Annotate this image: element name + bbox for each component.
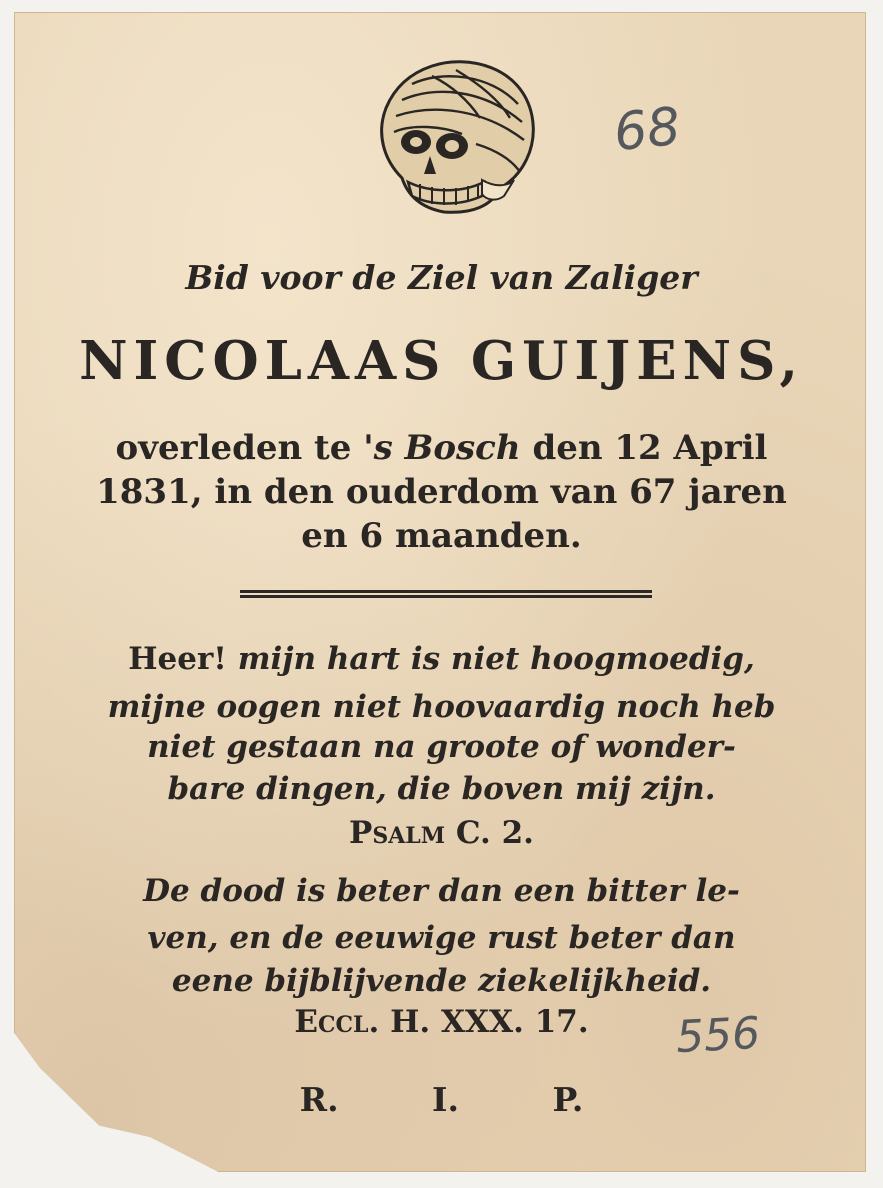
verse1-lead: Heer! xyxy=(128,641,227,677)
death-line-1-a: overleden te xyxy=(115,428,352,468)
death-line-1-b: den 12 April xyxy=(532,428,768,468)
rip-closing: R. I. P. xyxy=(299,1080,584,1119)
pencil-note-bottom: 556 xyxy=(674,1007,762,1064)
verse1-line-1 xyxy=(0,641,883,677)
verse1-line-2: mijne oogen niet hoovaardig noch heb xyxy=(107,689,776,725)
verse2-line-2: ven, en de eeuwige rust beter dan xyxy=(147,920,736,956)
death-line-2: 1831, in den ouderdom van 67 jaren xyxy=(96,472,787,512)
verse1-line-1-text: mijn hart is niet hoogmoedig, xyxy=(237,641,755,677)
death-line-3: en 6 maanden. xyxy=(301,516,582,556)
double-rule-divider xyxy=(240,590,652,598)
pencil-note-top: 68 xyxy=(611,96,684,164)
death-place: 's Bosch xyxy=(363,428,521,468)
verse2-line-1: De dood is beter dan een bitter le- xyxy=(143,873,740,909)
deceased-name: NICOLAAS GUIJENS, xyxy=(79,330,804,392)
verse1-line-4: bare dingen, die boven mij zijn. xyxy=(167,771,716,807)
verse1-citation: Psalm C. 2. xyxy=(349,815,534,851)
intro-text: Bid voor de Ziel van Zaliger xyxy=(185,258,698,297)
skull-icon xyxy=(372,56,538,218)
verse2-citation: Eccl. H. XXX. 17. xyxy=(294,1004,589,1040)
verse1-line-3: niet gestaan na groote of wonder- xyxy=(147,729,736,765)
death-line-1 xyxy=(0,428,883,468)
verse2-line-3: eene bijblijvende ziekelijkheid. xyxy=(171,963,712,999)
